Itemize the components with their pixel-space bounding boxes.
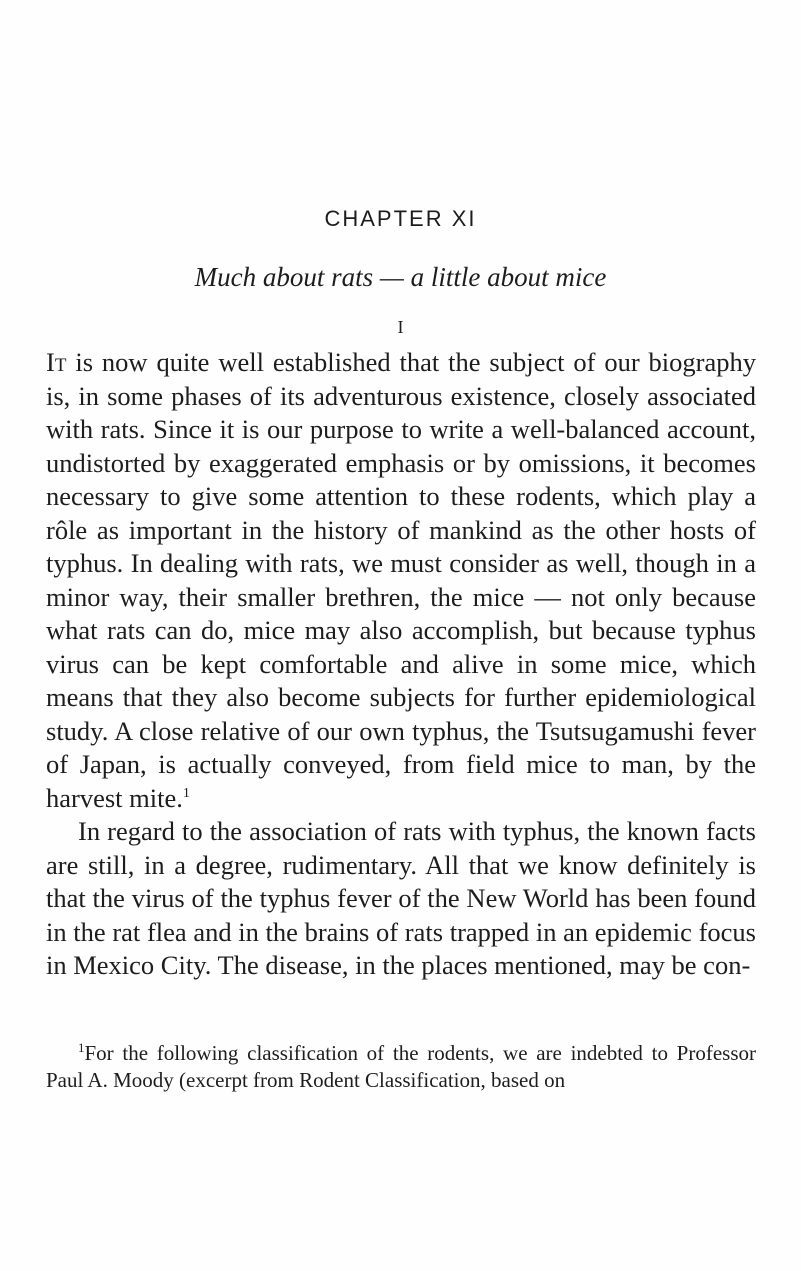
chapter-subtitle: Much about rats — a little about mice (194, 262, 607, 292)
paragraph-1 (46, 346, 756, 815)
footnote (46, 1040, 756, 1094)
body-text (46, 346, 756, 983)
footnote-text: For the following classification of the rodents, we are indebted to Professor Paul A. Moody (excerpt from Rodent Classification, based on (46, 1041, 756, 1092)
footnote-paragraph (46, 1040, 756, 1094)
paragraph-2: In regard to the association of rats with typhus, the known facts are still, in a degree, rudimentary. All that we know definitely is that the virus of the typhus fever of the New World has been found in the rat flea and in the brains of rats trapped in an epidemic focus in Mexico City. The disease, in the places mentioned, may be con- (46, 816, 756, 980)
paragraph-1-text: is now quite well established that the subject of our biography is, in some phases of its adventurous existence, closely associated with rats. Since it is our purpose to write a well-balanced account, undistorted by exaggerated emphasis or by omissions, it becomes necessary to give some attention to these rodents, which play a rôle as important in the history of mankind as the other hosts of typhus. In dealing with rats, we must consider as well, though in a minor way, their smaller brethren, the mice — not only because what rats can do, mice may also accomplish, but because typhus virus can be kept comfortable and alive in some mice, which means that they also become subjects for further epidemiological study. A close relative of our own typhus, the Tsutsugamushi fever of Japan, is actually conveyed, from field mice to man, by the harvest mite. (46, 347, 756, 813)
footnote-reference: 1 (182, 785, 190, 801)
paragraph-lead-word: It (46, 347, 67, 377)
section-numeral: I (397, 317, 404, 337)
chapter-heading: CHAPTER XI (324, 206, 477, 231)
footnote-mark: 1 (78, 1040, 85, 1055)
